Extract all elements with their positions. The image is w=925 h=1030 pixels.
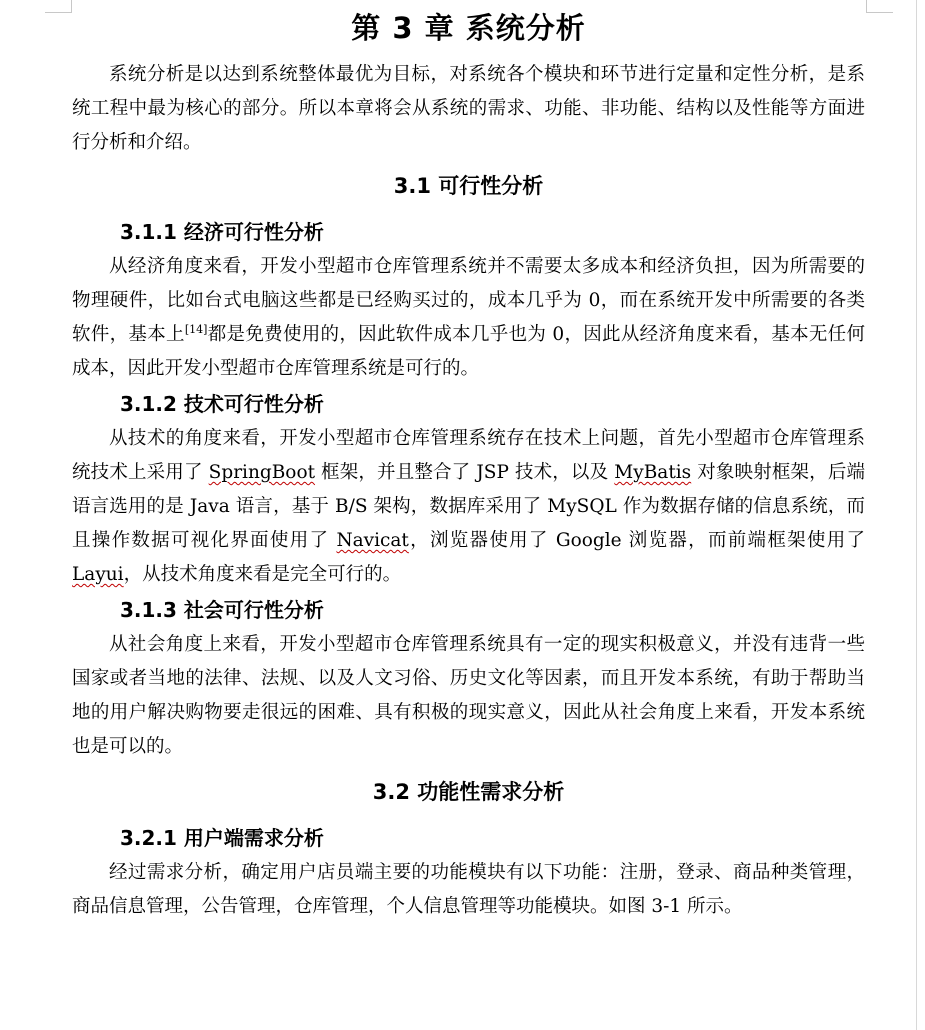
- intro-paragraph: 系统分析是以达到系统整体最优为目标，对系统各个模块和环节进行定量和定性分析，是系统工程中最为核心的部分。所以本章将会从系统的需求、功能、非功能、结构以及性能等方面进行分析和介绍。: [72, 64, 865, 153]
- spellcheck-word-springboot: SpringBoot: [208, 462, 316, 483]
- page-corner-mark-top-left: [45, 0, 72, 13]
- section-3-1-1-heading: 3.1.1 经济可行性分析: [120, 220, 324, 244]
- page-corner-mark-top-right: [866, 0, 893, 13]
- section-3-2-heading: 3.2 功能性需求分析: [372, 780, 565, 804]
- social-feasibility-paragraph: 从社会角度上来看，开发小型超市仓库管理系统具有一定的现实积极意义，并没有违背一些国家或者当地的法律、法规、以及人文习俗、历史文化等因素，而且开发本系统，有助于帮助当地的用户解决购物要走很远的困难、具有积极的现实意义，因此从社会角度上来看，开发本系统也是可以的。: [72, 634, 865, 757]
- document-page: [72, 0, 865, 924]
- economic-text-b: 都是免费使用的，因此软件成本几乎也为 0，因此从经济角度来看，基本无任何成本，因此开发小型超市仓库管理系统是可行的。: [72, 324, 865, 379]
- section-3-2-1-heading: 3.2.1 用户端需求分析: [120, 826, 324, 850]
- tech-text-4: ，浏览器使用了 Google 浏览器，而前端框架使用了: [408, 530, 865, 551]
- user-requirements-paragraph: 经过需求分析，确定用户店员端主要的功能模块有以下功能：注册，登录、商品种类管理，商品信息管理，公告管理，仓库管理，个人信息管理等功能模块。如图 3-1 所示。: [72, 862, 865, 917]
- technical-feasibility-paragraph: [72, 422, 865, 592]
- page-right-edge: [916, 0, 917, 1030]
- tech-text-3: 对象映射框架，后端语言选用的是 Java 语言，基于 B/S 架构，数据库采用了 MySQL 作为数据存储的信息系统，而且操作数据可视化界面使用了: [72, 462, 865, 551]
- spellcheck-word-layui: Layui: [72, 564, 124, 585]
- chapter-title: 第 3 章 系统分析: [351, 11, 586, 45]
- citation-ref: [14]: [184, 322, 208, 336]
- section-3-1-3-heading: 3.1.3 社会可行性分析: [120, 598, 324, 622]
- tech-text-2: 框架，并且整合了 JSP 技术，以及: [315, 462, 615, 483]
- tech-text-1: 从技术的角度来看，开发小型超市仓库管理系统存在技术上问题，首先小型超市仓库管理系统技术上采用了: [72, 428, 865, 483]
- spellcheck-word-navicat: Navicat: [336, 530, 409, 551]
- section-3-1-heading: 3.1 可行性分析: [393, 174, 544, 198]
- economic-text-a: 从经济角度来看，开发小型超市仓库管理系统并不需要太多成本和经济负担，因为所需要的物理硬件，比如台式电脑这些都是已经购买过的，成本几乎为 0，而在系统开发中所需要的各类软件，基本上: [72, 256, 865, 345]
- spellcheck-word-mybatis: MyBatis: [614, 462, 692, 483]
- economic-feasibility-paragraph: [72, 250, 865, 386]
- section-3-1-2-heading: 3.1.2 技术可行性分析: [120, 392, 324, 416]
- tech-text-5: ，从技术角度来看是完全可行的。: [123, 564, 402, 585]
